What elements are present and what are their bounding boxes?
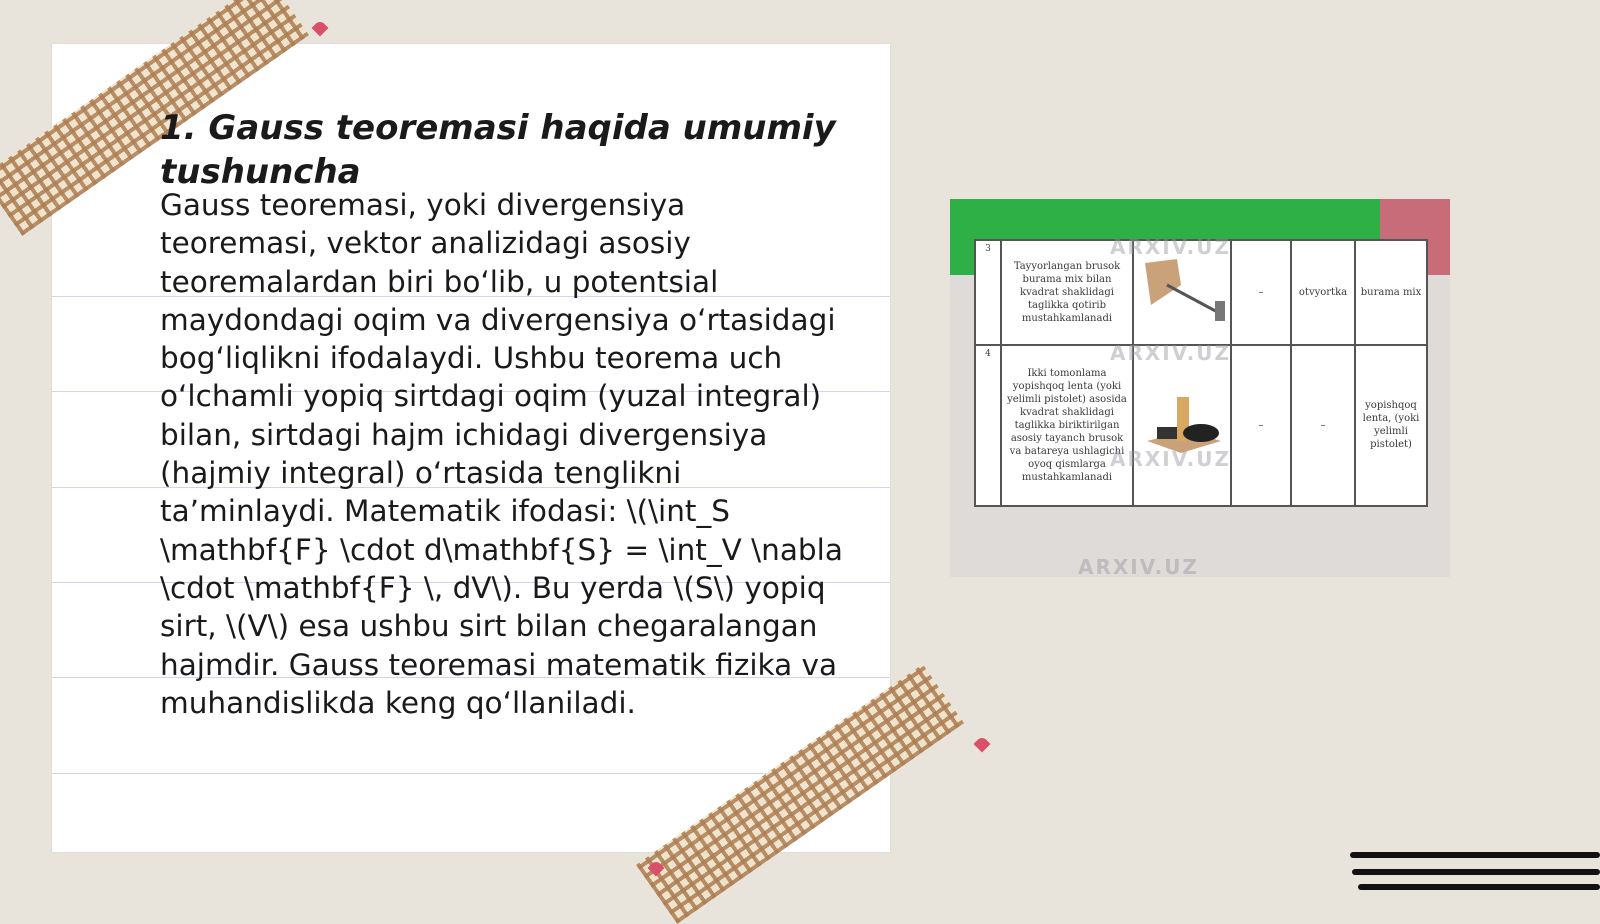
- row-col-a: –: [1231, 240, 1291, 345]
- row-col-c: burama mix: [1355, 240, 1427, 345]
- row-col-b: otvyortka: [1291, 240, 1355, 345]
- row-description: Ikki tomonlama yopishqoq lenta (yoki yelimli pistolet) asosida kvadrat shaklidagi taglikka biriktirilgan asosiy tayanch brusok va batareya ushlagichi oyoq qismlarga mustahkamlanadi: [1001, 345, 1133, 506]
- slide-heading: 1. Gauss teoremasi haqida umumiy tushuncha: [160, 108, 836, 192]
- heart-pin-icon: [974, 736, 991, 753]
- heart-pin-icon: [312, 20, 329, 37]
- watermark: ARXIV.UZ: [1110, 447, 1231, 471]
- watermark: ARXIV.UZ: [1110, 341, 1231, 365]
- decorative-stroke: [1358, 884, 1600, 890]
- table-row: [975, 345, 1427, 506]
- row-description: Tayyorlangan brusok burama mix bilan kvadrat shaklidagi taglikka qotirib mustahkamlanadi: [1001, 240, 1133, 345]
- row-number: 3: [975, 240, 1001, 345]
- row-col-a: –: [1231, 345, 1291, 506]
- table-figure: [950, 199, 1450, 577]
- row-photo: [1133, 345, 1231, 506]
- decorative-stroke: [1350, 852, 1600, 858]
- row-col-b: –: [1291, 345, 1355, 506]
- row-col-c: yopishqoq lenta, (yoki yelimli pistolet): [1355, 345, 1427, 506]
- row-number: 4: [975, 345, 1001, 506]
- watermark: ARXIV.UZ: [1110, 235, 1231, 259]
- screwdriver-photo-icon: [1137, 255, 1227, 325]
- watermark: ARXIV.UZ: [1078, 555, 1199, 577]
- decorative-stroke: [1352, 869, 1600, 875]
- slide-body-text: Gauss teoremasi, yoki divergensiya teoremasi, vektor analizidagi asosiy teoremalardan biri bo‘lib, u potentsial maydondagi oqim va divergensiya o‘rtasidagi bog‘liqlikni ifodalaydi. Ushbu teorema uch o‘lchamli yopiq sirtdagi oqim (yuzal integral) bilan, sirtdagi hajm ichidagi divergensiya (hajmiy integral) o‘rtasida tenglikni ta’minlaydi. Matematik ifodasi: \(\int_S \mathbf{F} \cdot d\mathbf{S} = \int_V \nabla \cdot \mathbf{F} \, dV\). Bu yerda \(S\) yopiq sirt, \(V\) esa ushbu sirt bilan chegaralangan hajmdir. Gauss teoremasi matematik fizika va muhandislikda keng qo‘llaniladi.: [160, 188, 843, 720]
